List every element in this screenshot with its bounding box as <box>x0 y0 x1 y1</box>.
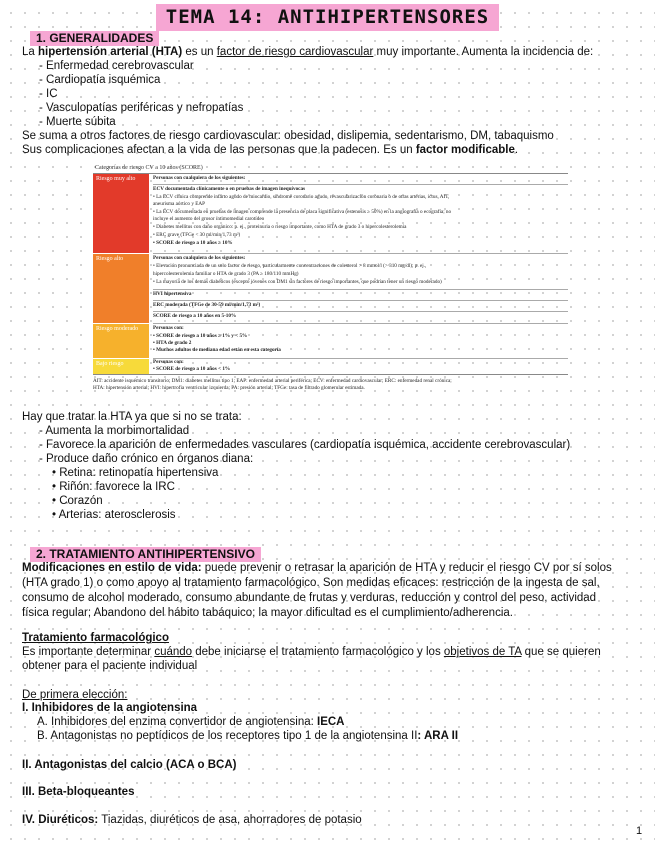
table-row: Personas con: <box>153 325 184 331</box>
section-1-heading: 1. GENERALIDADES <box>30 31 159 46</box>
table-row: ECV documentada clínicamente o en pruebas de imagen inequívocas <box>153 186 306 192</box>
group-1b <box>37 729 458 743</box>
table-row: • SCORE de riesgo a 10 años ≥ 1% y < 5% <box>153 333 248 339</box>
page-number: 1 <box>636 825 643 837</box>
comp-c: . <box>514 144 519 156</box>
table-row: Personas con cualquiera de los siguientes: <box>153 255 246 261</box>
first-choice-label: De primera elección: <box>22 689 128 701</box>
group-3: III. Beta-bloqueantes <box>22 786 135 798</box>
group-2: II. Antagonistas del calcio (ACA o BCA) <box>22 759 237 771</box>
complications-line <box>22 143 518 157</box>
title-wrap <box>0 4 655 31</box>
row-divider <box>153 184 568 185</box>
table-row: HVI hipertensiva <box>153 291 192 297</box>
table-row: SCORE de riesgo a 10 años en 5-10% <box>153 313 237 319</box>
list-item: - Cardiopatía isquémica <box>39 74 161 86</box>
very-high-label: Riesgo muy alto <box>93 174 149 253</box>
table-row: • SCORE de riesgo a 10 años < 1% <box>153 366 231 372</box>
footnote-line: HTA: hipertensión arterial; HVI: hipertrofia ventricular izquierda; PA: presión arterial; TFGe: tasa de filtrado glomerular estimada. <box>93 385 365 391</box>
pharm-e: que se quieren <box>521 646 601 658</box>
lifestyle-line: (HTA grado 1) o como apoyo al tratamiento farmacológico. Son medidas eficaces: restricción de la ingesta de sal, <box>22 577 600 589</box>
treat-line: Hay que tratar la HTA ya que si no se trata: <box>22 411 242 423</box>
pharm-a: Es importante determinar <box>22 646 155 658</box>
table-title: Categorías de riesgo CV a 10 años (SCORE) <box>95 165 203 171</box>
intro-d: factor de riesgo cardiovascular <box>216 46 374 58</box>
comp-a: Sus complicaciones afectan a la vida de las personas que la padecen. Es un <box>22 144 416 156</box>
high-label: Riesgo alto <box>93 254 149 323</box>
table-row: • La ECV documentada en pruebas de imagen comprende la presencia de placa significativa (estenosis ≥ 50%) en la angiografía o ecografía; no <box>153 209 452 215</box>
lifestyle-line: física regular; Abandono del hábito tabáquico; la mayor dificultad es el cumplimiento/adherencia. <box>22 607 513 619</box>
table-row: aneurisma aórtico y EAP <box>153 201 206 207</box>
row-divider <box>153 300 568 301</box>
group-1a-bold: IECA <box>317 716 345 728</box>
list-item: - Favorece la aparición de enfermedades vasculares (cardiopatía isquémica, accidente cerebrovascular) <box>39 439 571 451</box>
lifestyle-line <box>22 561 637 576</box>
list-item: - IC <box>39 88 58 100</box>
list-item: - Muerte súbita <box>39 116 116 128</box>
list-item: • Arterias: aterosclerosis <box>52 509 176 521</box>
comp-b: factor modificable <box>415 144 515 156</box>
pharm-title: Tratamiento farmacológico <box>22 632 169 644</box>
group-4 <box>22 813 362 827</box>
list-item: - Aumenta la morbimortalidad <box>39 425 190 437</box>
group-4-bold: IV. Diuréticos: <box>22 814 99 826</box>
intro-line <box>22 45 593 59</box>
group-1b-text: B. Antagonistas no peptídicos de los receptores tipo 1 de la angiotensina II <box>37 730 418 742</box>
lifestyle-paragraph <box>22 561 637 621</box>
table-row: • ERC grave (TFGe < 30 ml/min/1,73 m²) <box>153 232 241 238</box>
list-item: - Vasculopatías periféricas y nefropatías <box>39 102 244 114</box>
moderate-label: Riesgo moderado <box>93 324 149 358</box>
section-2-heading: 2. TRATAMIENTO ANTIHIPERTENSIVO <box>30 547 261 562</box>
table-row: incluye el aumento del grosor íntimomedial carotídeo <box>153 216 265 222</box>
pharm-line <box>22 645 601 659</box>
list-item: - Produce daño crónico en órganos diana: <box>39 453 254 465</box>
table-row: • HTA de grado 2 <box>153 340 192 346</box>
pharm-line-2: obtener para el paciente individual <box>22 660 198 672</box>
row-divider <box>153 253 568 254</box>
risk-table <box>93 173 568 375</box>
list-item: - Enfermedad cerebrovascular <box>39 60 194 72</box>
intro-b: hipertensión arterial (HTA) <box>38 46 183 58</box>
pharm-d: objetivos de TA <box>443 646 522 658</box>
intro-c: es un <box>182 46 217 58</box>
table-row: • Muchos adultos de mediana edad están en esta categoría <box>153 347 281 353</box>
table-row: ERC moderada (TFGe de 30-59 ml/min/1,73 m²) <box>153 302 261 308</box>
table-row: • La ECV clínica comprende infarto agudo de miocardio, síndrome coronario agudo, revascularización coronaria o de otras arterias, ictus, AIT, <box>153 194 450 200</box>
intro-e: muy importante. Aumenta la incidencia de: <box>373 46 594 58</box>
group-1: I. Inhibidores de la angiotensina <box>22 702 198 714</box>
risk-factors-line: Se suma a otros factores de riesgo cardiovascular: obesidad, dislipemia, sedentarismo, DM, tabaquismo <box>22 130 554 142</box>
table-row: hipercolesterolemia familiar o HTA de grado 3 (PA ≥ 180/110 mmHg) <box>153 271 299 277</box>
table-row: • Elevación pronunciada de un solo factor de riesgo, particularmente concentraciones de colesterol > 8 mmol/l (> 310 mg/dl); p. ej., <box>153 263 427 269</box>
table-row: Personas con cualquiera de los siguientes: <box>153 175 246 181</box>
group-1a <box>37 715 345 729</box>
lifestyle-l1: puede prevenir o retrasar la aparición de HTA y reducir el riesgo CV por sí solos <box>201 562 612 574</box>
group-1a-text: A. Inhibidores del enzima convertidor de angiotensina: <box>37 716 318 728</box>
list-item: • Corazón <box>52 495 103 507</box>
intro-a: La <box>22 46 38 58</box>
lifestyle-bold: Modificaciones en estilo de vida: <box>22 562 202 574</box>
table-row: • La mayoría de los demás diabéticos (excepto jóvenes con DM1 sin factores de riesgo importantes, que podrían tener un riesgo moderado) <box>153 279 442 285</box>
table-row: • SCORE de riesgo a 10 años ≥ 10% <box>153 240 233 246</box>
table-row: Personas con: <box>153 359 184 365</box>
row-divider <box>153 289 568 290</box>
row-divider <box>153 323 568 324</box>
lifestyle-line: consumo de alcohol moderado, consumo abundante de frutas y verduras, reducción y control del peso, actividad <box>22 592 597 604</box>
footnote-line: AIT: accidente isquémico transitorio; DM1: diabetes mellitus tipo 1; EAP: enfermedad arterial periférica; ECV: enfermedad cardiovascular; ERC: enfermedad renal crónica; <box>93 378 452 384</box>
table-row: • Diabetes mellitus con daño orgánico: p. ej., proteinuria o riesgo importante, como HTA de grado 3 o hipercolesterolemia <box>153 224 407 230</box>
low-label: Bajo riesgo <box>93 359 149 374</box>
row-divider <box>153 311 568 312</box>
page-title: TEMA 14: ANTIHIPERTENSORES <box>156 4 499 31</box>
table-footnote <box>93 378 568 392</box>
list-item: • Retina: retinopatía hipertensiva <box>52 467 219 479</box>
pharm-c: debe iniciarse el tratamiento farmacológico y los <box>192 646 444 658</box>
group-4-text: Tiazidas, diuréticos de asa, ahorradores de potasio <box>98 814 362 826</box>
group-1b-bold: : ARA II <box>417 730 459 742</box>
list-item: • Riñón: favorece la IRC <box>52 481 175 493</box>
pharm-b: cuándo <box>154 646 193 658</box>
